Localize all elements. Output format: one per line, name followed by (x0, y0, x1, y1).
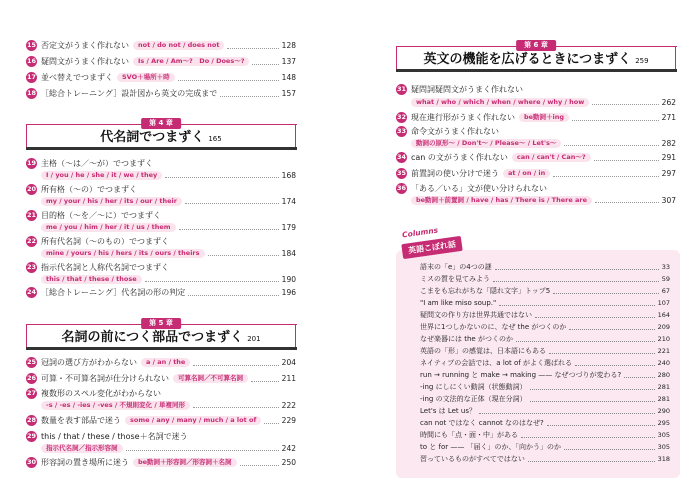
chapter-page: 165 (208, 135, 222, 143)
entry-page: 179 (281, 222, 296, 232)
column-entry[interactable] (420, 358, 670, 368)
leader-dots (624, 372, 654, 378)
column-entry[interactable] (420, 394, 670, 404)
toc-entry-17[interactable] (26, 72, 296, 83)
leader-dots (595, 197, 659, 203)
entry-number: 16 (26, 57, 37, 65)
entry-number: 30 (26, 458, 37, 466)
entry-keyword-pill: what / who / which / when / where / why / how (411, 98, 589, 107)
entry-number: 26 (26, 374, 37, 382)
chapter-title: 英文の機能を広げるときにつまずく 259 (423, 52, 649, 67)
toc-entry-21[interactable] (26, 210, 296, 221)
leader-dots (220, 91, 278, 97)
leader-dots (252, 59, 278, 65)
leader-dots (126, 445, 279, 451)
entry-keyword-pill: my / your / his / her / its / our / their (41, 197, 182, 206)
column-title: 疑問文の作り方は世界共通ではない (420, 311, 532, 319)
toc-entry-31-sub (411, 97, 676, 107)
column-title: can not ではなく cannot なのはなぜ? (420, 419, 544, 427)
entry-title: 可算・不可算名詞が仕分けられない (41, 374, 169, 383)
column-title: -ing にしにくい動詞（状態動詞） (420, 383, 527, 391)
entry-title: ［総合トレーニング］設計図から英文の完成まで (41, 89, 218, 98)
entry-keyword-pill: can / can't / Can～? (512, 153, 591, 162)
entry-page: 168 (281, 170, 296, 180)
entry-title: 形容詞の置き場所に迷う (41, 458, 129, 467)
toc-entry-23[interactable] (26, 262, 296, 273)
entry-title: 現在進行形がうまく作れない (411, 113, 515, 122)
leader-dots (516, 336, 655, 342)
entry-title: 「ある／いる」文が使い分けられない (411, 184, 547, 193)
entry-title: 冠詞の選び方がわからない (41, 358, 137, 367)
toc-entry-36-sub (411, 195, 676, 205)
entry-page: 307 (661, 195, 676, 205)
column-title: ネイティブの会話では、a lot of がよく選ばれる (420, 359, 572, 367)
column-title: 語末の「e」の4つの謎 (420, 263, 492, 271)
entry-number: 25 (26, 358, 37, 366)
column-title: こまをも忘れがちな「隠れ文字」トップ5 (420, 287, 551, 295)
toc-entry-27[interactable] (26, 388, 296, 399)
toc-entry-35[interactable] (396, 168, 676, 179)
leader-dots (479, 408, 655, 414)
leader-dots (553, 288, 658, 294)
column-entry[interactable] (420, 454, 670, 464)
entry-keyword-pill: 指示代名詞／指示形容詞 (41, 444, 123, 453)
entry-page: 174 (281, 196, 296, 206)
entry-page: 250 (281, 458, 296, 467)
column-entry[interactable] (420, 334, 670, 344)
leader-dots (592, 99, 658, 105)
leader-dots (528, 456, 655, 462)
column-title: 時間にも「点・面・中」がある (420, 431, 518, 439)
toc-entry-34[interactable] (396, 152, 676, 163)
column-entry[interactable] (420, 406, 670, 416)
entry-page: 204 (281, 358, 296, 367)
leader-dots (193, 402, 279, 408)
entry-keyword-pill: this / that / these / those (41, 275, 142, 284)
column-page: 33 (661, 263, 670, 271)
entry-page: 137 (281, 57, 296, 66)
column-entry[interactable] (420, 262, 670, 272)
column-page: 240 (657, 359, 670, 367)
leader-dots (564, 140, 658, 146)
entry-number: 33 (396, 127, 407, 135)
entry-page: 190 (281, 274, 296, 284)
column-page: 107 (657, 299, 670, 307)
entry-keyword-pill: be動詞＋前置詞 / have / has / There is / There are (411, 196, 592, 205)
column-page: 290 (657, 407, 670, 415)
toc-entry-18[interactable] (26, 88, 296, 99)
leader-dots (251, 376, 279, 382)
entry-keyword-pill: some / any / many / much / a lot of (125, 416, 261, 425)
columns-label: Columns (401, 225, 439, 240)
leader-dots (185, 198, 279, 204)
entry-page: 184 (281, 248, 296, 258)
entry-number: 29 (26, 432, 37, 440)
entry-page: 242 (281, 443, 296, 453)
toc-entry-19-sub (41, 170, 296, 180)
column-page: 281 (657, 383, 670, 391)
entry-number: 15 (26, 41, 37, 49)
leader-dots (572, 115, 659, 121)
leader-dots (178, 75, 279, 81)
column-entry[interactable] (420, 370, 670, 380)
entry-title: 所有格（～の）でつまずく (41, 185, 137, 194)
column-page: 210 (657, 335, 670, 343)
toc-entry-19[interactable] (26, 158, 296, 169)
entry-number: 35 (396, 169, 407, 177)
entry-keyword-pill: be動詞＋ing (519, 113, 569, 122)
entry-number: 22 (26, 237, 37, 245)
chapter-6-heading (396, 40, 676, 76)
entry-keyword-pill: be動詞＋形容詞／形容詞＋名詞 (133, 458, 237, 467)
column-title: 習っているものがすべてではない (420, 455, 525, 463)
leader-dots (499, 300, 654, 306)
toc-entry-31[interactable] (396, 84, 676, 95)
column-title: "I am like miso soup." (420, 299, 497, 307)
column-title: なぜ楽器には the がつくのか (420, 335, 513, 343)
leader-dots (165, 172, 278, 178)
column-title: to と for —— 「届く」のか、「向かう」のか (420, 443, 562, 451)
toc-entry-21-sub (41, 222, 296, 232)
leader-dots (179, 224, 279, 230)
leader-dots (493, 276, 659, 282)
leader-dots (549, 348, 655, 354)
entry-number: 27 (26, 389, 37, 397)
column-page: 221 (657, 347, 670, 355)
entry-page: 297 (661, 169, 676, 178)
toc-entry-22-sub (41, 248, 296, 258)
entry-title: 前置詞の使い分けで迷う (411, 169, 499, 178)
entry-keyword-pill: 動詞の原形～ / Don't～ / Please～ / Let's～ (411, 139, 561, 148)
toc-entry-22[interactable] (26, 236, 296, 247)
entry-page: 262 (661, 97, 676, 107)
chapter-title: 代名詞でつまずく 165 (100, 130, 222, 145)
column-page: 305 (657, 431, 670, 439)
leader-dots (547, 420, 655, 426)
columns-title: 英語こぼれ話 (401, 236, 463, 259)
entry-page: 211 (281, 374, 296, 383)
entry-title: 命令文がうまく作れない (411, 127, 499, 136)
column-title: 世界に1つしかないのに、なぜ the がつくのか (420, 323, 567, 331)
column-page: 164 (657, 311, 670, 319)
leader-dots (521, 432, 655, 438)
entry-keyword-pill: I / you / he / she / it / we / they (41, 171, 162, 180)
entry-keyword-pill: SVO＋場所＋時 (117, 73, 175, 82)
entry-page: 229 (281, 416, 296, 425)
entry-keyword-pill: a / an / the (141, 358, 190, 367)
chapter-title: 名詞の前につく部品でつまずく 201 (61, 330, 261, 345)
entry-number: 34 (396, 153, 407, 161)
column-entry[interactable] (420, 382, 670, 392)
entry-keyword-pill: Is / Are / Am～? Do / Does～? (133, 57, 249, 66)
column-title: 英語の「形」の感覚は、日本語にもある (420, 347, 546, 355)
toc-entry-15[interactable] (26, 40, 296, 51)
leader-dots (564, 444, 655, 450)
toc-entry-25[interactable] (26, 357, 296, 368)
column-entry[interactable] (420, 430, 670, 440)
chapter-page: 201 (247, 335, 261, 343)
entry-title: 否定文がうまく作れない (41, 41, 129, 50)
leader-dots (188, 290, 278, 296)
entry-number: 23 (26, 263, 37, 271)
entry-title: ［総合トレーニング］代名詞の形の判定 (41, 288, 186, 297)
column-entry[interactable] (420, 286, 670, 296)
leader-dots (535, 312, 655, 318)
column-page: 295 (657, 419, 670, 427)
toc-entry-28[interactable] (26, 415, 296, 426)
chapter-badge: 第 5 章 (141, 318, 181, 329)
leader-dots (193, 360, 278, 366)
entry-number: 20 (26, 185, 37, 193)
entry-title: 指示代名詞と人称代名詞でつまずく (41, 263, 169, 272)
toc-entry-20-sub (41, 196, 296, 206)
column-page: 318 (657, 455, 670, 463)
leader-dots (264, 418, 278, 424)
entry-number: 28 (26, 416, 37, 424)
entry-title: 目的格（～を／～に）でつまずく (41, 211, 161, 220)
entry-number: 24 (26, 288, 37, 296)
entry-page: 282 (661, 138, 676, 148)
chapter-badge: 第 6 章 (516, 40, 556, 51)
entry-keyword-pill: -s / -es / -ies / -ves / 不規則変化 / 単複同形 (41, 401, 190, 410)
toc-entry-33[interactable] (396, 126, 676, 137)
leader-dots (495, 264, 659, 270)
leader-dots (575, 360, 655, 366)
entry-title: can の文がうまく作れない (411, 153, 508, 162)
entry-title: 所有代名詞（～のもの）でつまずく (41, 237, 169, 246)
column-title: run → running と make → making —— なぜつづりが変わる? (420, 371, 622, 379)
entry-title: this / that / these / those＋名詞で迷う (41, 432, 188, 441)
leader-dots (145, 276, 279, 282)
column-page: 59 (661, 275, 670, 283)
column-title: ミスの質を見てみよう (420, 275, 490, 283)
leader-dots (530, 384, 655, 390)
leader-dots (227, 43, 278, 49)
column-page: 209 (657, 323, 670, 331)
column-page: 280 (657, 371, 670, 379)
entry-title: 並べ替えでつまずく (41, 73, 113, 82)
toc-entry-32[interactable] (396, 112, 676, 123)
entry-page: 291 (661, 153, 676, 162)
entry-keyword-pill: not / do not / does not (133, 41, 224, 50)
column-page: 281 (657, 395, 670, 403)
entry-keyword-pill: 可算名詞／不可算名詞 (173, 374, 248, 383)
entry-title: 複数形のスペル変化がわからない (41, 389, 161, 398)
toc-entry-36[interactable] (396, 183, 676, 194)
entry-keyword-pill: mine / yours / his / hers / its / ours / theirs (41, 249, 205, 258)
entry-number: 31 (396, 85, 407, 93)
leader-dots (553, 171, 658, 177)
toc-entry-27-sub (41, 400, 296, 410)
entry-number: 19 (26, 159, 37, 167)
entry-keyword-pill: at / on / in (503, 169, 550, 178)
entry-page: 222 (281, 400, 296, 410)
toc-entry-30[interactable] (26, 457, 296, 468)
entry-page: 148 (281, 73, 296, 82)
chapter-5-heading (26, 318, 296, 354)
column-page: 67 (661, 287, 670, 295)
chapter-4-heading (26, 118, 296, 154)
column-title: Let's は Let us？ (420, 407, 476, 415)
toc-entry-20[interactable] (26, 184, 296, 195)
leader-dots (569, 324, 654, 330)
column-title: -ing の文法的な正体（現在分詞） (420, 395, 527, 403)
column-entry[interactable] (420, 298, 670, 308)
entry-number: 21 (26, 211, 37, 219)
entry-page: 157 (281, 89, 296, 98)
toc-entry-26[interactable] (26, 373, 296, 384)
chapter-page: 259 (635, 57, 649, 65)
column-entry[interactable] (420, 418, 670, 428)
entry-number: 17 (26, 73, 37, 81)
entry-page: 128 (281, 41, 296, 50)
toc-entry-33-sub (411, 138, 676, 148)
entry-page: 271 (661, 113, 676, 122)
column-entry[interactable] (420, 274, 670, 284)
leader-dots (594, 155, 659, 161)
chapter-badge: 第 4 章 (141, 118, 181, 129)
entry-number: 32 (396, 113, 407, 121)
column-page: 305 (657, 443, 670, 451)
toc-entry-24[interactable] (26, 287, 296, 298)
entry-keyword-pill: me / you / him / her / it / us / them (41, 223, 176, 232)
toc-entry-29-sub (41, 443, 296, 453)
column-entry[interactable] (420, 442, 670, 452)
leader-dots (530, 396, 655, 402)
leader-dots (240, 460, 279, 466)
entry-title: 疑問詞疑問文がうまく作れない (411, 85, 523, 94)
entry-number: 18 (26, 89, 37, 97)
entry-title: 数量を表す部品で迷う (41, 416, 121, 425)
entry-number: 36 (396, 184, 407, 192)
entry-title: 主格（～は／～が）でつまずく (41, 159, 153, 168)
leader-dots (208, 250, 279, 256)
toc-entry-23-sub (41, 274, 296, 284)
column-entry[interactable] (420, 322, 670, 332)
entry-title: 疑問文がうまく作れない (41, 57, 129, 66)
toc-entry-16[interactable] (26, 56, 296, 67)
toc-entry-29[interactable] (26, 431, 296, 442)
entry-page: 196 (281, 288, 296, 297)
column-entry[interactable] (420, 310, 670, 320)
column-entry[interactable] (420, 346, 670, 356)
